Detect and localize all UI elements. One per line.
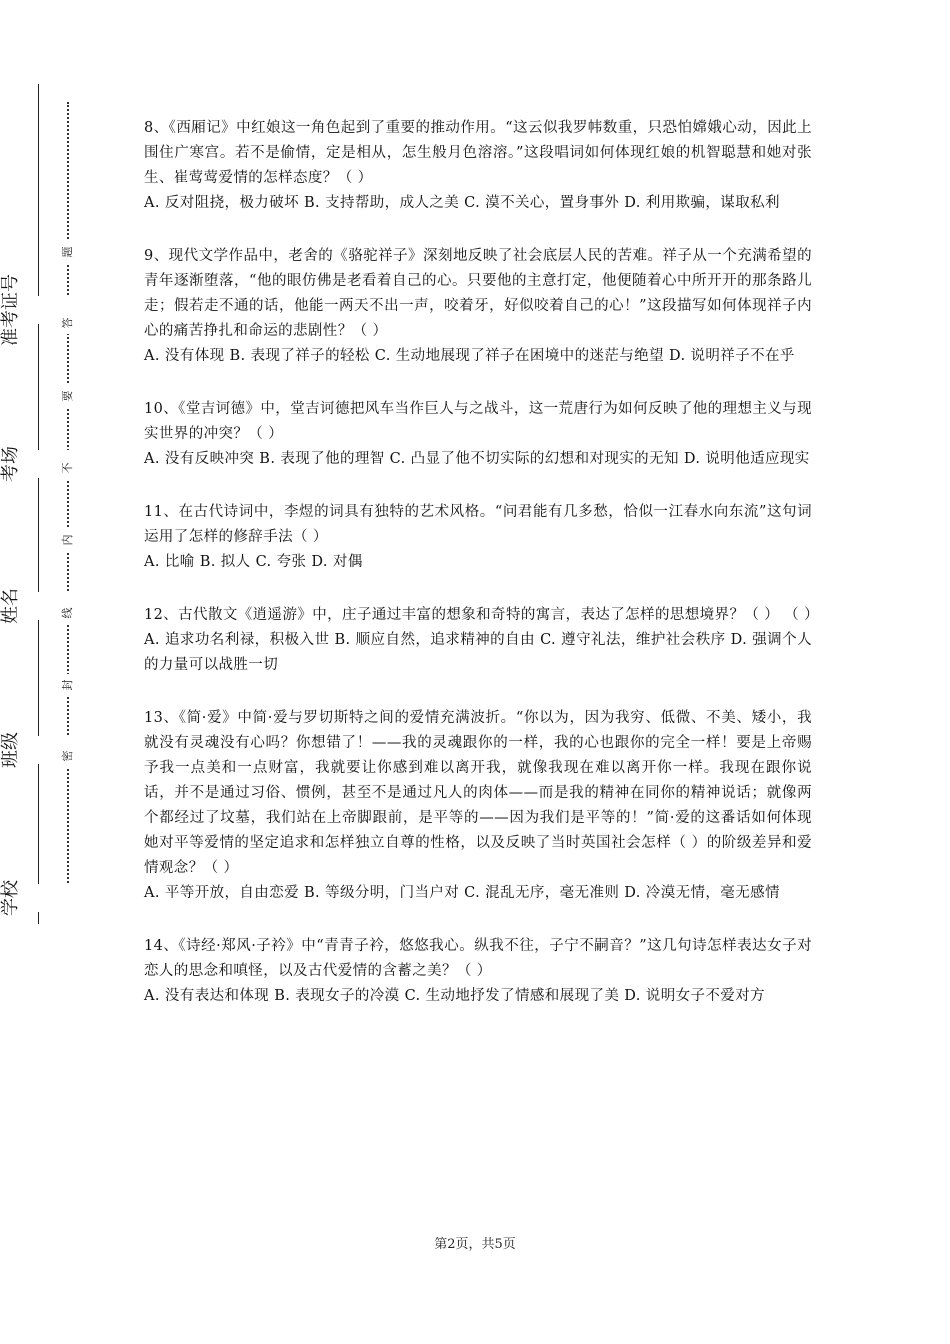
- question-text: 12、古代散文《逍遥游》中，庄子通过丰富的想象和奇特的寓言，表达了怎样的思想境界？（ ） （ ）: [144, 607, 819, 623]
- question-text: 10、《堂吉诃德》中，堂吉诃德把风车当作巨人与之战斗，这一荒唐行为如何反映了他的理想主义与现实世界的冲突？（ ）: [144, 401, 812, 442]
- question-8: [144, 116, 812, 216]
- question-13: [144, 706, 812, 906]
- question-9: [144, 244, 812, 369]
- page-footer: 第2页，共5页: [434, 1237, 516, 1252]
- seal-char: 题: [57, 241, 79, 263]
- question-list: [144, 116, 819, 1037]
- seal-char: 要: [57, 385, 79, 407]
- seal-char: 封: [57, 674, 79, 696]
- seal-char: 答: [57, 312, 79, 334]
- field-label-exam-room: 考场: [0, 450, 79, 478]
- question-text: 14、《诗经·郑风·子衿》中“青青子衿，悠悠我心。纵我不往，子宁不嗣音？”这几句诗怎样表达女子对恋人的思念和嗔怪，以及古代爱情的含蓄之美？（ ）: [144, 938, 812, 979]
- field-label-exam-id: 准考证号: [0, 296, 79, 324]
- seal-dotted-line: [67, 102, 69, 906]
- question-options: A. 平等开放，自由恋爱 B. 等级分明，门当户对 C. 混乱无序，毫无准则 D. 冷漠无情，毫无感情: [144, 885, 780, 901]
- question-11: [144, 500, 812, 575]
- seal-char: 不: [57, 457, 79, 479]
- question-10: [144, 397, 812, 472]
- field-label-name: 姓名: [0, 592, 79, 620]
- question-options: A. 没有表达和体现 B. 表现女子的冷漠 C. 生动地抒发了情感和展现了美 D. 说明女子不爱对方: [144, 988, 766, 1004]
- binding-margin: [0, 0, 110, 1344]
- question-text: 13、《简·爱》中简·爱与罗切斯特之间的爱情充满波折。“你以为，因为我穷、低微、不美、矮小，我就没有灵魂没有心吗？你想错了！——我的灵魂跟你的一样，我的心也跟你的完全一样！要是上帝赐予我一点美和一点财富，我就要让你感到难以离开我，就像我现在难以离开你一样。我现在跟你说话，并不是通过习俗、惯例，甚至不是通过凡人的肉体——而是我的精神在同你的精神说话；就像两个都经过了坟墓，我们站在上帝脚跟前，是平等的——因为我们是平等的！”简·爱的这番话如何体现她对平等爱情的坚定追求和怎样独立自尊的性格，以及反映了当时英国社会怎样（ ）的阶级差异和爱情观念？（ ）: [144, 710, 812, 876]
- question-text: 9、现代文学作品中，老舍的《骆驼祥子》深刻地反映了社会底层人民的苦难。祥子从一个充满希望的青年逐渐堕落，“他的眼仿佛是老看着自己的心。只要他的主意打定，他便随着心中所开开的那条路儿走；假若走不通的话，他能一两天不出一声，咬着牙，好似咬着自己的心！”这段描写如何体现祥子内心的痛苦挣扎和命运的悲剧性？（ ）: [144, 248, 812, 339]
- question-options: A. 追求功名利禄，积极入世 B. 顺应自然，追求精神的自由 C. 遵守礼法，维护社会秩序 D. 强调个人的力量可以战胜一切: [144, 632, 812, 673]
- question-options: A. 反对阻挠，极力破坏 B. 支持帮助，成人之美 C. 漠不关心，置身事外 D. 利用欺骗，谋取私利: [144, 195, 780, 211]
- question-text: 11、在古代诗词中，李煜的词具有独特的艺术风格。“问君能有几多愁，恰似一江春水向东流”这句词运用了怎样的修辞手法（ ）: [144, 504, 812, 545]
- question-12: [144, 603, 819, 678]
- question-options: A. 比喻 B. 拟人 C. 夸张 D. 对偶: [144, 554, 363, 570]
- question-options: A. 没有反映冲突 B. 表现了他的理智 C. 凸显了他不切实际的幻想和对现实的无知 D. 说明他适应现实: [144, 451, 810, 467]
- field-label-class: 班级: [0, 736, 79, 764]
- seal-char: 线: [57, 602, 79, 624]
- question-14: [144, 934, 812, 1009]
- question-text: 8、《西厢记》中红娘这一角色起到了重要的推动作用。“这云似我罗帏数重，只恐怕嫦娥心动，因此上围住广寒宫。若不是偷情，定是相从，怎生般月色溶溶。”这段唱词如何体现红娘的机智聪慧和她对张生、崔莺莺爱情的怎样态度？（ ）: [144, 120, 812, 186]
- seal-char: 密: [57, 745, 79, 767]
- field-label-school: 学校: [0, 884, 79, 912]
- seal-char: 内: [57, 529, 79, 551]
- question-options: A. 没有体现 B. 表现了祥子的轻松 C. 生动地展现了祥子在困境中的迷茫与绝望 D. 说明祥子不在乎: [144, 348, 795, 364]
- binding-solid-line: [38, 84, 39, 924]
